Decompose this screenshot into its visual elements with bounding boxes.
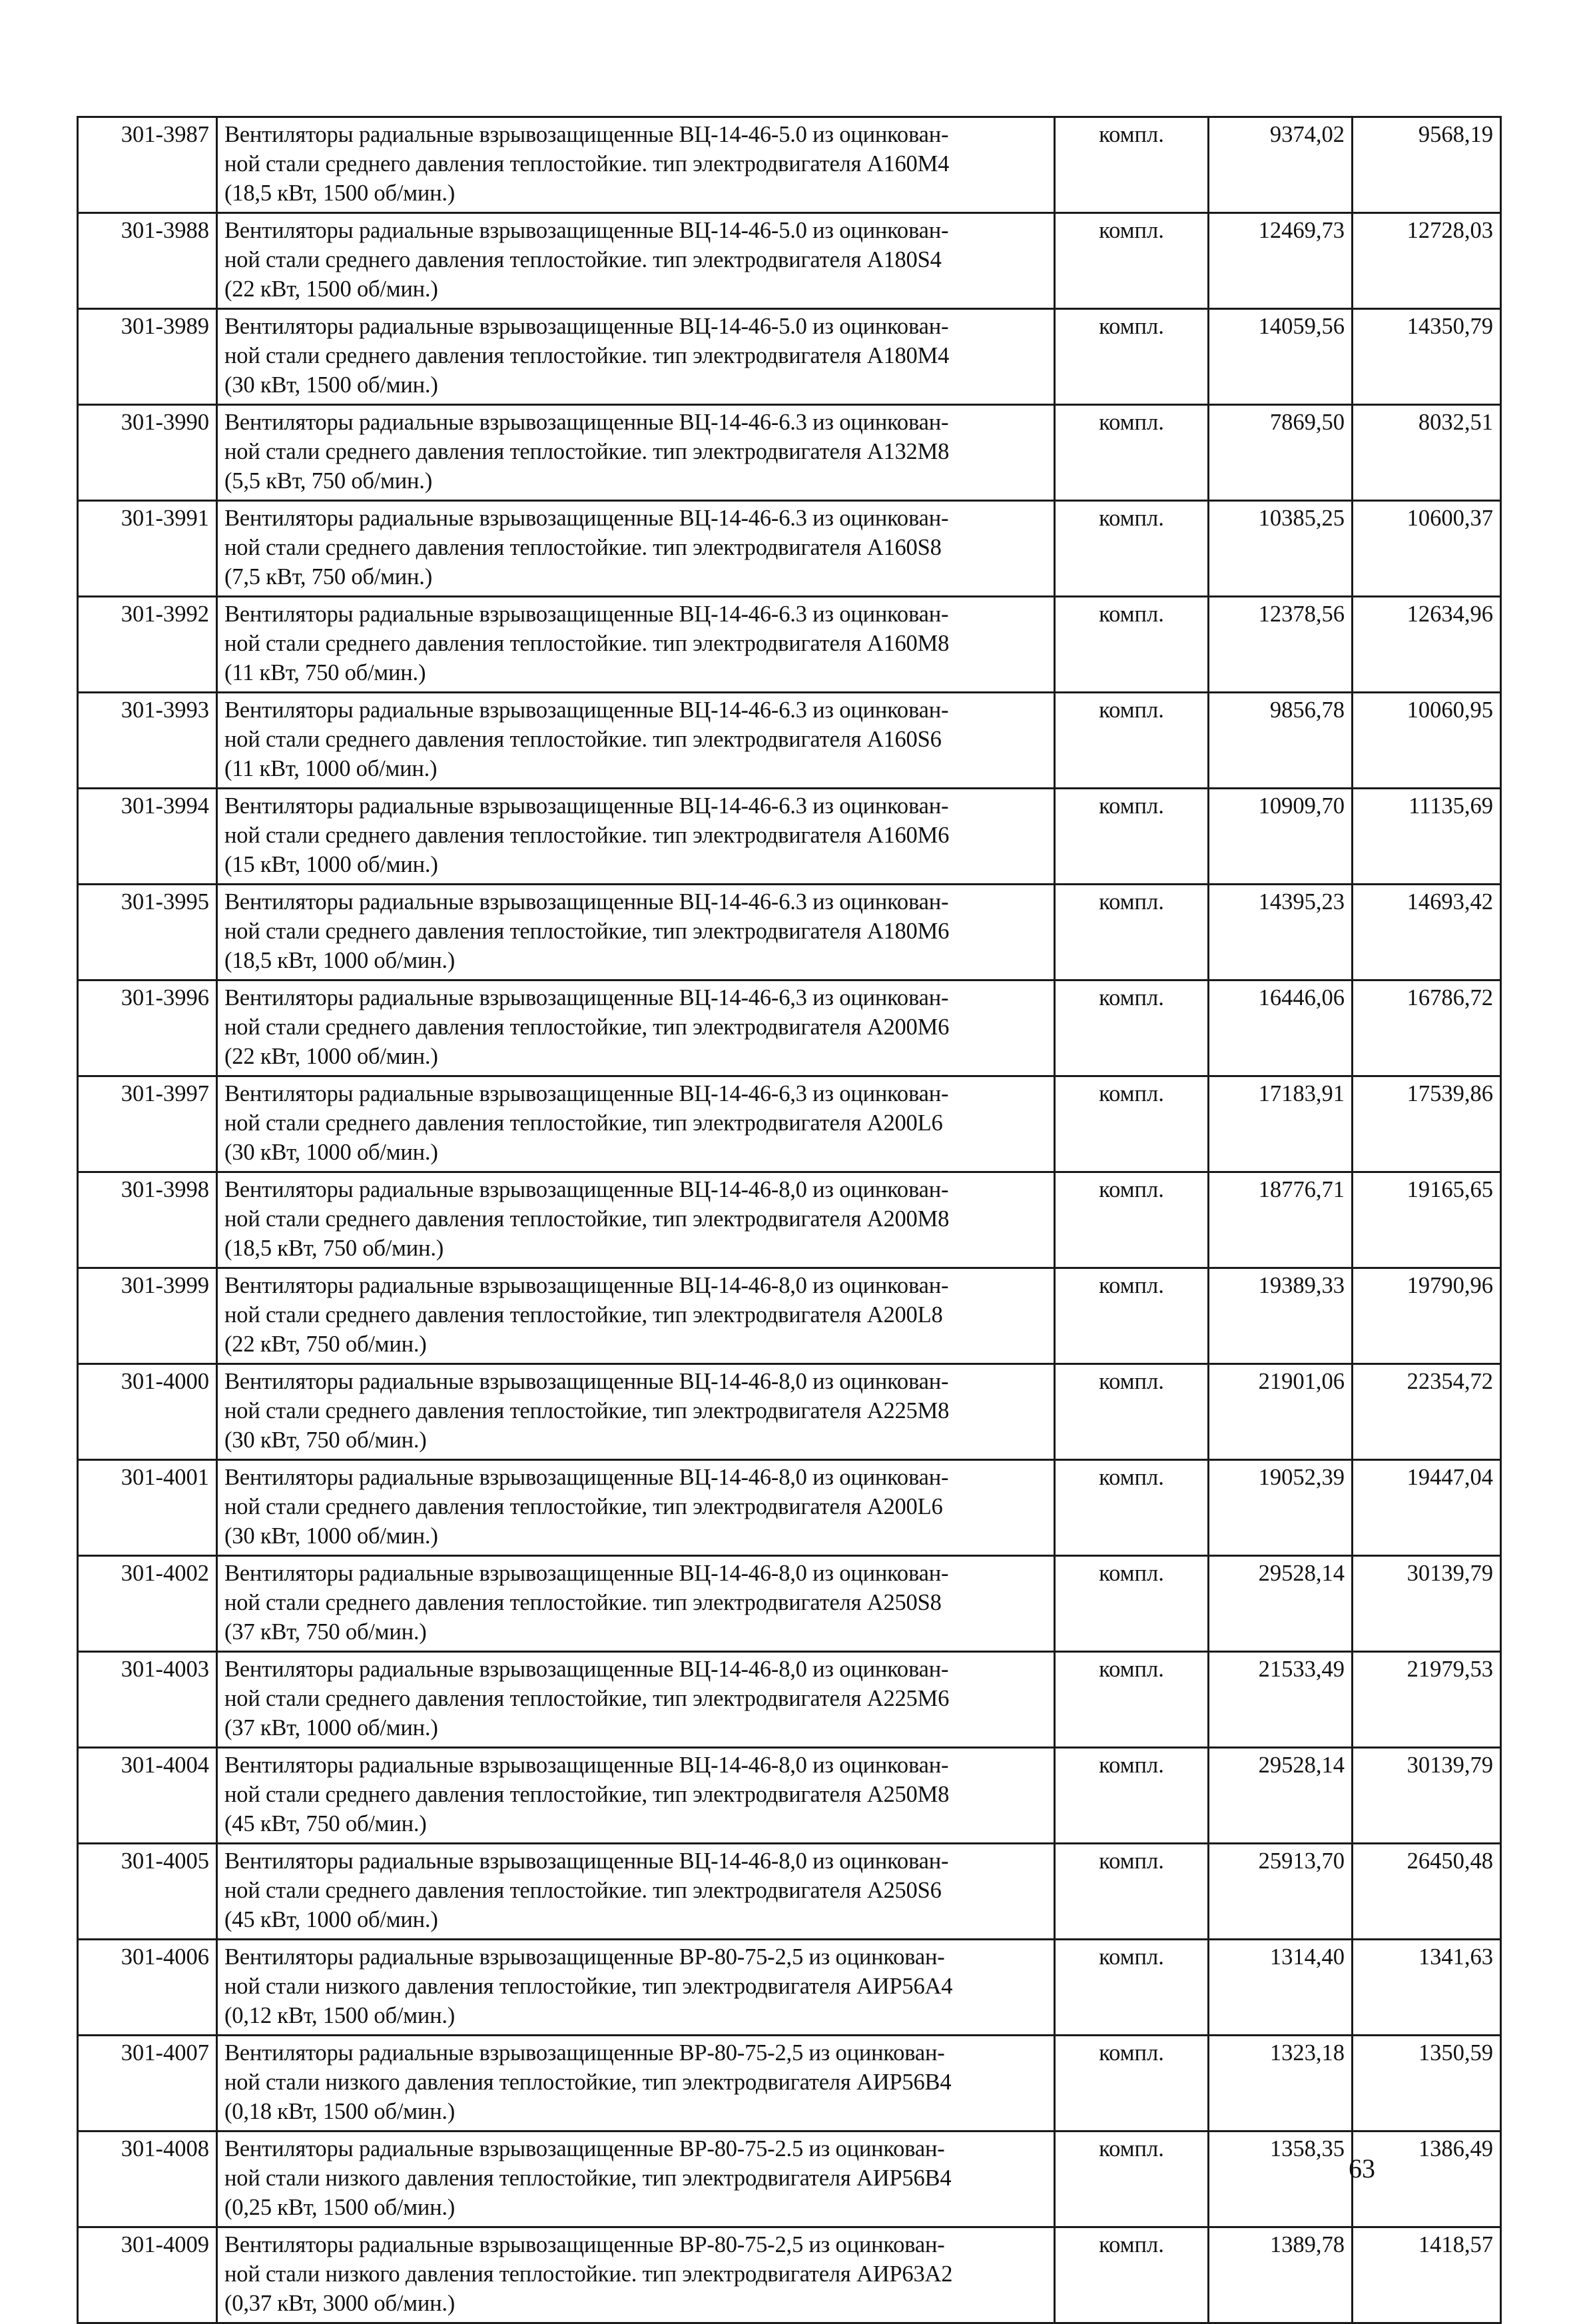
- table-row: [78, 1364, 1501, 1460]
- description-line: ной стали среднего давления теплостойкие. тип электродвигателя А132М8: [224, 439, 950, 464]
- item-price-total: 21979,53: [1353, 1652, 1501, 1748]
- item-price-total: 8032,51: [1353, 405, 1501, 501]
- item-price: 14395,23: [1209, 885, 1353, 980]
- item-code: 301-4000: [78, 1364, 217, 1460]
- description-line: Вентиляторы радиальные взрывозащищенные ВЦ-14-46-6.3 из оцинкован-: [224, 506, 949, 531]
- item-code: 301-3999: [78, 1268, 217, 1364]
- item-price-total: 30139,79: [1353, 1748, 1501, 1844]
- item-unit: компл.: [1055, 789, 1209, 885]
- item-price: 18776,71: [1209, 1172, 1353, 1268]
- table-row: [78, 1460, 1501, 1556]
- item-unit: компл.: [1055, 405, 1209, 501]
- description-line: (0,18 кВт, 1500 об/мин.): [224, 2099, 456, 2124]
- item-description: [217, 309, 1055, 405]
- table-row: [78, 1748, 1501, 1844]
- description-line: Вентиляторы радиальные взрывозащищенные ВЦ-14-46-6.3 из оцинкован-: [224, 410, 949, 435]
- description-line: Вентиляторы радиальные взрывозащищенные ВЦ-14-46-6.3 из оцинкован-: [224, 697, 949, 723]
- description-line: ной стали низкого давления теплостойкие, тип электродвигателя АИР56В4: [224, 2070, 952, 2095]
- item-price: 1389,78: [1209, 2227, 1353, 2323]
- item-price-total: 12634,96: [1353, 597, 1501, 693]
- description-line: Вентиляторы радиальные взрывозащищенные ВЦ-14-46-6.3 из оцинкован-: [224, 889, 949, 915]
- description-line: Вентиляторы радиальные взрывозащищенные ВР-80-75-2,5 из оцинкован-: [224, 1944, 945, 1970]
- description-line: ной стали среднего давления теплостойкие, тип электродвигателя А180М6: [224, 919, 950, 944]
- item-code: 301-3997: [78, 1076, 217, 1172]
- item-price: 25913,70: [1209, 1844, 1353, 1940]
- item-description: [217, 1364, 1055, 1460]
- item-price-total: 10600,37: [1353, 501, 1501, 597]
- item-code: 301-3988: [78, 213, 217, 309]
- page-number: 63: [1349, 2153, 1375, 2183]
- item-price: 10385,25: [1209, 501, 1353, 597]
- description-line: ной стали среднего давления теплостойкие. тип электродвигателя А250S8: [224, 1590, 942, 1615]
- table-row: [78, 501, 1501, 597]
- item-unit: компл.: [1055, 2131, 1209, 2227]
- item-price-total: 19790,96: [1353, 1268, 1501, 1364]
- item-code: 301-3993: [78, 693, 217, 789]
- description-line: (18,5 кВт, 1500 об/мин.): [224, 181, 456, 206]
- table-row: [78, 2036, 1501, 2131]
- description-line: ной стали среднего давления теплостойкие. тип электродвигателя А160М6: [224, 823, 950, 848]
- item-description: [217, 885, 1055, 980]
- item-price: 1358,35: [1209, 2131, 1353, 2227]
- item-description: [217, 693, 1055, 789]
- table-row: [78, 2227, 1501, 2323]
- item-code: 301-3996: [78, 980, 217, 1076]
- description-line: ной стали среднего давления теплостойкие. тип электродвигателя А180М4: [224, 343, 950, 368]
- item-unit: компл.: [1055, 885, 1209, 980]
- description-line: ной стали среднего давления теплостойкие. тип электродвигателя А160М4: [224, 151, 950, 177]
- table-row: [78, 693, 1501, 789]
- description-line: (37 кВт, 750 об/мин.): [224, 1619, 427, 1645]
- item-description: [217, 1844, 1055, 1940]
- item-price-total: 16786,72: [1353, 980, 1501, 1076]
- table-row: [78, 309, 1501, 405]
- item-price-total: 22354,72: [1353, 1364, 1501, 1460]
- description-line: ной стали среднего давления теплостойкие, тип электродвигателя А200М6: [224, 1014, 950, 1040]
- item-price-total: 14693,42: [1353, 885, 1501, 980]
- table-row: [78, 213, 1501, 309]
- item-description: [217, 2131, 1055, 2227]
- description-line: ной стали среднего давления теплостойкие. тип электродвигателя А160S8: [224, 535, 942, 560]
- description-line: (45 кВт, 750 об/мин.): [224, 1811, 427, 1836]
- item-code: 301-4009: [78, 2227, 217, 2323]
- price-table-body: [78, 117, 1501, 2323]
- item-description: [217, 213, 1055, 309]
- table-row: [78, 1556, 1501, 1652]
- description-line: Вентиляторы радиальные взрывозащищенные ВЦ-14-46-6,3 из оцинкован-: [224, 1081, 949, 1106]
- description-line: (30 кВт, 1500 об/мин.): [224, 372, 438, 398]
- description-line: ной стали среднего давления теплостойкие, тип электродвигателя А200М8: [224, 1206, 950, 1232]
- table-row: [78, 980, 1501, 1076]
- table-row: [78, 117, 1501, 213]
- description-line: Вентиляторы радиальные взрывозащищенные ВЦ-14-46-8,0 из оцинкован-: [224, 1369, 949, 1394]
- item-code: 301-3990: [78, 405, 217, 501]
- item-code: 301-3994: [78, 789, 217, 885]
- item-price: 1314,40: [1209, 1940, 1353, 2036]
- item-code: 301-4002: [78, 1556, 217, 1652]
- table-row: [78, 1844, 1501, 1940]
- description-line: (0,25 кВт, 1500 об/мин.): [224, 2195, 456, 2220]
- description-line: ной стали среднего давления теплостойкие. тип электродвигателя А250S6: [224, 1878, 942, 1903]
- description-line: Вентиляторы радиальные взрывозащищенные ВЦ-14-46-6.3 из оцинкован-: [224, 601, 949, 627]
- description-line: ной стали среднего давления теплостойкие, тип электродвигателя А225М6: [224, 1686, 950, 1711]
- item-description: [217, 501, 1055, 597]
- item-code: 301-4005: [78, 1844, 217, 1940]
- item-code: 301-4007: [78, 2036, 217, 2131]
- description-line: Вентиляторы радиальные взрывозащищенные ВЦ-14-46-8,0 из оцинкован-: [224, 1561, 949, 1586]
- item-unit: компл.: [1055, 309, 1209, 405]
- item-description: [217, 117, 1055, 213]
- description-line: Вентиляторы радиальные взрывозащищенные ВЦ-14-46-8,0 из оцинкован-: [224, 1657, 949, 1682]
- item-code: 301-3989: [78, 309, 217, 405]
- item-description: [217, 597, 1055, 693]
- item-description: [217, 1076, 1055, 1172]
- item-unit: компл.: [1055, 1748, 1209, 1844]
- table-row: [78, 1940, 1501, 2036]
- item-unit: компл.: [1055, 1076, 1209, 1172]
- description-line: Вентиляторы радиальные взрывозащищенные ВЦ-14-46-8,0 из оцинкован-: [224, 1465, 949, 1490]
- item-price: 12378,56: [1209, 597, 1353, 693]
- description-line: Вентиляторы радиальные взрывозащищенные ВЦ-14-46-5.0 из оцинкован-: [224, 122, 949, 147]
- item-unit: компл.: [1055, 597, 1209, 693]
- description-line: (37 кВт, 1000 об/мин.): [224, 1715, 438, 1741]
- item-description: [217, 789, 1055, 885]
- item-price-total: 1350,59: [1353, 2036, 1501, 2131]
- item-unit: компл.: [1055, 1940, 1209, 2036]
- table-row: [78, 789, 1501, 885]
- description-line: Вентиляторы радиальные взрывозащищенные ВР-80-75-2.5 из оцинкован-: [224, 2136, 945, 2161]
- item-price: 1323,18: [1209, 2036, 1353, 2131]
- table-row: [78, 2131, 1501, 2227]
- description-line: (0,12 кВт, 1500 об/мин.): [224, 2003, 456, 2028]
- item-code: 301-4008: [78, 2131, 217, 2227]
- table-row: [78, 1076, 1501, 1172]
- item-unit: компл.: [1055, 1268, 1209, 1364]
- description-line: (30 кВт, 1000 об/мин.): [224, 1140, 438, 1165]
- table-row: [78, 885, 1501, 980]
- description-line: (22 кВт, 750 об/мин.): [224, 1332, 427, 1357]
- table-row: [78, 597, 1501, 693]
- item-price: 19389,33: [1209, 1268, 1353, 1364]
- item-price-total: 9568,19: [1353, 117, 1501, 213]
- description-line: Вентиляторы радиальные взрывозащищенные ВЦ-14-46-6,3 из оцинкован-: [224, 985, 949, 1010]
- description-line: ной стали среднего давления теплостойкие. тип электродвигателя А180S4: [224, 247, 942, 272]
- item-code: 301-3987: [78, 117, 217, 213]
- description-line: (22 кВт, 1000 об/мин.): [224, 1044, 438, 1069]
- description-line: (22 кВт, 1500 об/мин.): [224, 276, 438, 302]
- item-code: 301-3998: [78, 1172, 217, 1268]
- item-unit: компл.: [1055, 1172, 1209, 1268]
- description-line: ной стали низкого давления теплостойкие. тип электродвигателя АИР63А2: [224, 2261, 953, 2287]
- item-description: [217, 980, 1055, 1076]
- description-line: (7,5 кВт, 750 об/мин.): [224, 564, 432, 589]
- item-code: 301-3995: [78, 885, 217, 980]
- description-line: (45 кВт, 1000 об/мин.): [224, 1907, 438, 1932]
- item-price: 21533,49: [1209, 1652, 1353, 1748]
- item-code: 301-4003: [78, 1652, 217, 1748]
- item-price: 9374,02: [1209, 117, 1353, 213]
- description-line: Вентиляторы радиальные взрывозащищенные ВЦ-14-46-6.3 из оцинкован-: [224, 793, 949, 819]
- item-price-total: 14350,79: [1353, 309, 1501, 405]
- item-unit: компл.: [1055, 1364, 1209, 1460]
- description-line: ной стали среднего давления теплостойкие, тип электродвигателя А250М8: [224, 1782, 950, 1807]
- description-line: ной стали среднего давления теплостойкие, тип электродвигателя А200L8: [224, 1302, 943, 1328]
- description-line: Вентиляторы радиальные взрывозащищенные ВЦ-14-46-5.0 из оцинкован-: [224, 314, 949, 339]
- description-line: ной стали среднего давления теплостойкие, тип электродвигателя А200L6: [224, 1494, 943, 1519]
- table-row: [78, 1172, 1501, 1268]
- item-unit: компл.: [1055, 2227, 1209, 2323]
- item-price: 9856,78: [1209, 693, 1353, 789]
- description-line: (5,5 кВт, 750 об/мин.): [224, 468, 432, 494]
- item-price: 19052,39: [1209, 1460, 1353, 1556]
- item-code: 301-4006: [78, 1940, 217, 2036]
- description-line: ной стали низкого давления теплостойкие, тип электродвигателя АИР56А4: [224, 1974, 953, 1999]
- item-description: [217, 1460, 1055, 1556]
- description-line: (30 кВт, 750 об/мин.): [224, 1427, 427, 1453]
- description-line: (11 кВт, 750 об/мин.): [224, 660, 426, 685]
- item-price: 29528,14: [1209, 1556, 1353, 1652]
- item-price: 17183,91: [1209, 1076, 1353, 1172]
- item-price-total: 19165,65: [1353, 1172, 1501, 1268]
- item-price-total: 1418,57: [1353, 2227, 1501, 2323]
- item-price: 16446,06: [1209, 980, 1353, 1076]
- item-code: 301-4004: [78, 1748, 217, 1844]
- item-unit: компл.: [1055, 1460, 1209, 1556]
- item-price: 12469,73: [1209, 213, 1353, 309]
- item-description: [217, 2036, 1055, 2131]
- item-description: [217, 1748, 1055, 1844]
- item-price: 7869,50: [1209, 405, 1353, 501]
- item-price-total: 10060,95: [1353, 693, 1501, 789]
- item-price-total: 11135,69: [1353, 789, 1501, 885]
- description-line: ной стали среднего давления теплостойкие. тип электродвигателя А160М8: [224, 631, 950, 656]
- item-description: [217, 405, 1055, 501]
- item-description: [217, 1940, 1055, 2036]
- description-line: Вентиляторы радиальные взрывозащищенные ВЦ-14-46-8,0 из оцинкован-: [224, 1752, 949, 1778]
- description-line: (18,5 кВт, 750 об/мин.): [224, 1236, 444, 1261]
- item-unit: компл.: [1055, 213, 1209, 309]
- description-line: Вентиляторы радиальные взрывозащищенные ВЦ-14-46-8,0 из оцинкован-: [224, 1848, 949, 1874]
- item-description: [217, 1556, 1055, 1652]
- description-line: ной стали низкого давления теплостойкие, тип электродвигателя АИР56В4: [224, 2165, 952, 2191]
- description-line: Вентиляторы радиальные взрывозащищенные ВР-80-75-2,5 из оцинкован-: [224, 2232, 945, 2257]
- item-price-total: 30139,79: [1353, 1556, 1501, 1652]
- item-unit: компл.: [1055, 1652, 1209, 1748]
- item-price-total: 26450,48: [1353, 1844, 1501, 1940]
- item-code: 301-4001: [78, 1460, 217, 1556]
- description-line: (0,37 кВт, 3000 об/мин.): [224, 2291, 456, 2316]
- description-line: ной стали среднего давления теплостойкие. тип электродвигателя А160S6: [224, 727, 942, 752]
- item-code: 301-3992: [78, 597, 217, 693]
- item-unit: компл.: [1055, 1556, 1209, 1652]
- item-price-total: 12728,03: [1353, 213, 1501, 309]
- price-table: [77, 116, 1502, 2324]
- item-price: 14059,56: [1209, 309, 1353, 405]
- item-price: 10909,70: [1209, 789, 1353, 885]
- item-description: [217, 2227, 1055, 2323]
- item-code: 301-3991: [78, 501, 217, 597]
- table-row: [78, 1652, 1501, 1748]
- item-description: [217, 1268, 1055, 1364]
- item-price-total: 1341,63: [1353, 1940, 1501, 2036]
- item-price-total: 1386,49: [1353, 2131, 1501, 2227]
- description-line: Вентиляторы радиальные взрывозащищенные ВЦ-14-46-8,0 из оцинкован-: [224, 1177, 949, 1202]
- item-price: 29528,14: [1209, 1748, 1353, 1844]
- description-line: Вентиляторы радиальные взрывозащищенные ВЦ-14-46-8,0 из оцинкован-: [224, 1273, 949, 1298]
- item-price: 21901,06: [1209, 1364, 1353, 1460]
- item-unit: компл.: [1055, 693, 1209, 789]
- item-price-total: 17539,86: [1353, 1076, 1501, 1172]
- item-unit: компл.: [1055, 1844, 1209, 1940]
- description-line: ной стали среднего давления теплостойкие, тип электродвигателя А225М8: [224, 1398, 950, 1423]
- description-line: (30 кВт, 1000 об/мин.): [224, 1523, 438, 1549]
- item-unit: компл.: [1055, 980, 1209, 1076]
- item-description: [217, 1172, 1055, 1268]
- item-unit: компл.: [1055, 2036, 1209, 2131]
- description-line: Вентиляторы радиальные взрывозащищенные ВР-80-75-2,5 из оцинкован-: [224, 2040, 945, 2066]
- description-line: Вентиляторы радиальные взрывозащищенные ВЦ-14-46-5.0 из оцинкован-: [224, 218, 949, 243]
- item-unit: компл.: [1055, 117, 1209, 213]
- description-line: (18,5 кВт, 1000 об/мин.): [224, 948, 456, 973]
- item-unit: компл.: [1055, 501, 1209, 597]
- table-row: [78, 1268, 1501, 1364]
- item-price-total: 19447,04: [1353, 1460, 1501, 1556]
- description-line: (11 кВт, 1000 об/мин.): [224, 756, 438, 781]
- item-description: [217, 1652, 1055, 1748]
- description-line: (15 кВт, 1000 об/мин.): [224, 852, 438, 877]
- description-line: ной стали среднего давления теплостойкие, тип электродвигателя А200L6: [224, 1110, 943, 1136]
- table-row: [78, 405, 1501, 501]
